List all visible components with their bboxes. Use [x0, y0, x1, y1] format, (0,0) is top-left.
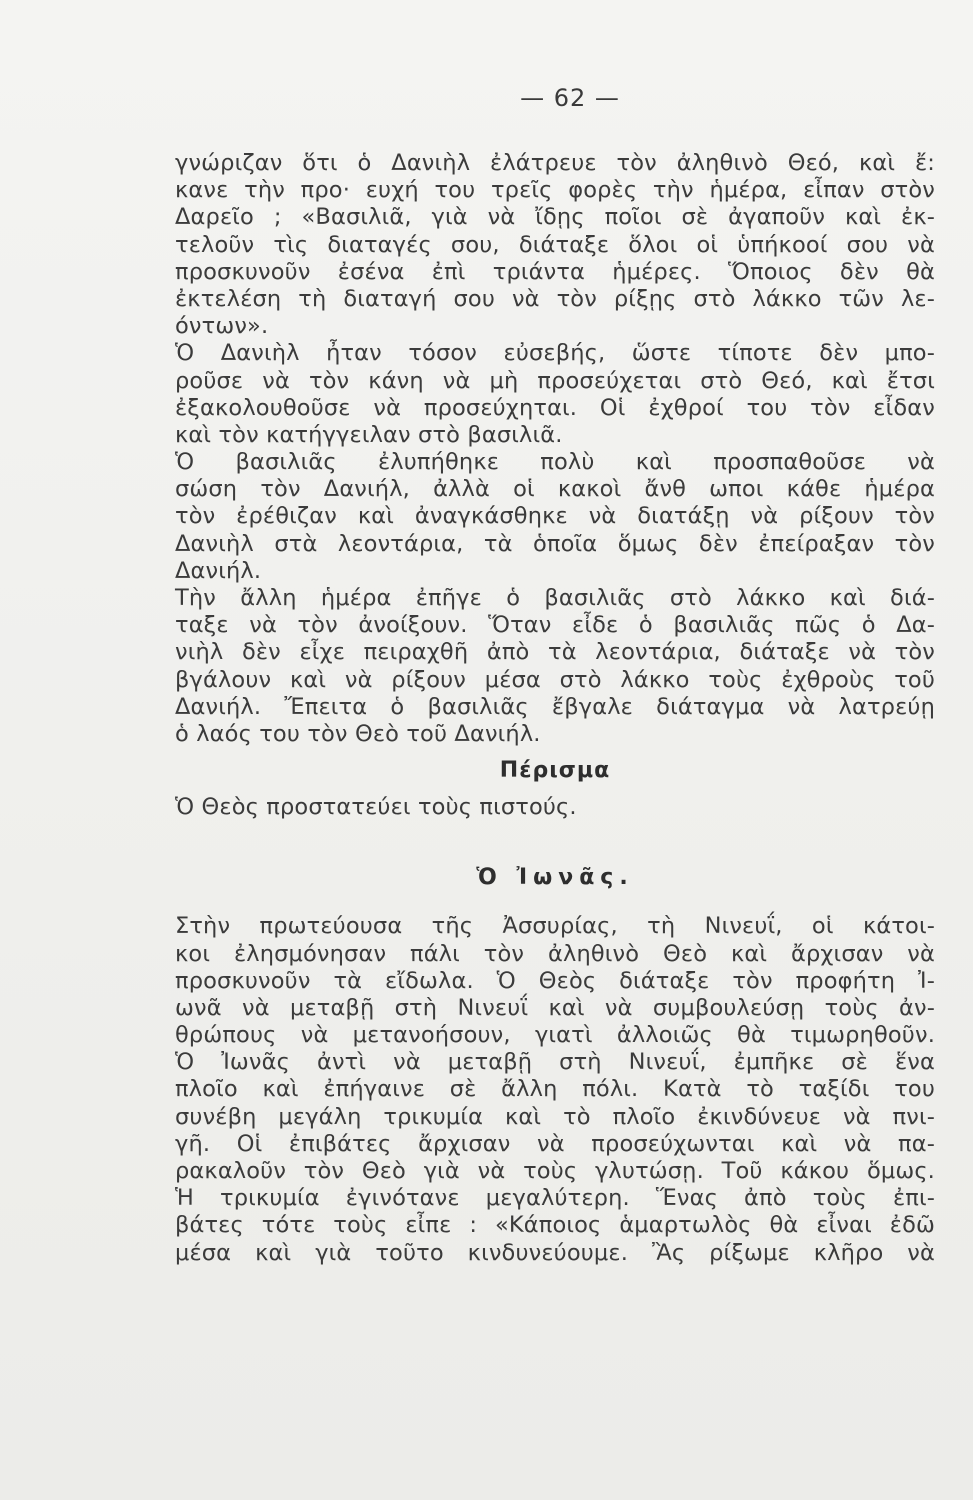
text-line: Δανιὴλ στὰ λεοντάρια, τὰ ὁποῖα ὅμως δὲν ἐπείραξαν τὸν	[175, 530, 935, 557]
section-title-jonah: Ὁ Ἰωνᾶς.	[476, 865, 634, 891]
text-line: κοι ἐλησμόνησαν πάλι τὸν ἀληθινὸ Θεὸ καὶ ἄρχισαν νὰ	[175, 940, 935, 967]
text-line: ἐξακολουθοῦσε νὰ προσεύχηται. Οἱ ἐχθροί του τὸν εἶδαν	[175, 394, 935, 421]
text-line: ροῦσε νὰ τὸν κάνη νὰ μὴ προσεύχεται στὸ Θεό, καὶ ἔτσι	[175, 367, 935, 394]
text-line: Δανιήλ. Ἔπειτα ὁ βασιλιᾶς ἔβγαλε διάταγμα νὰ λατρεύῃ	[175, 693, 935, 720]
text-line: ὁ λαός του τὸν Θεὸ τοῦ Δανιήλ.	[175, 720, 541, 747]
paragraph-jonah	[175, 913, 935, 1266]
text-line: κανε τὴν προ· ευχή του τρεῖς φορὲς τὴν ἡμέρα, εἶπαν στὸν	[175, 177, 935, 204]
text-line: Ἡ τρικυμία ἐγινότανε μεγαλύτερη. Ἕνας ἀπὸ τοὺς ἐπι-	[175, 1185, 935, 1212]
body-text	[175, 150, 935, 1267]
text-line: Δανιήλ.	[175, 557, 262, 584]
paragraph-daniel-lions	[175, 449, 935, 585]
text-line: πλοῖο καὶ ἐπήγαινε σὲ ἄλλη πόλι. Κατὰ τὸ ταξίδι του	[175, 1076, 935, 1103]
moral-text: Ὁ Θεὸς προστατεύει τοὺς πιστούς.	[175, 794, 577, 821]
text-line: ἐκτελέση τὴ διαταγή σου νὰ τὸν ρίξῃς στὸ λάκκο τῶν λε-	[175, 285, 935, 312]
paragraph-daniel-rescue	[175, 585, 935, 748]
text-line: τελοῦν τὶς διαταγές σου, διάταξε ὅλοι οἱ ὑπήκοοί σου νὰ	[175, 231, 935, 258]
text-line: ρακαλοῦν τὸν Θεὸ γιὰ νὰ τοὺς γλυτώσῃ. Τοῦ κάκου ὅμως.	[175, 1158, 935, 1184]
text-line: μέσα καὶ γιὰ τοῦτο κινδυνεύουμε. Ἂς ρίξωμε κλῆρο νὰ	[175, 1239, 935, 1266]
paragraph-daniel-piety	[175, 340, 935, 449]
text-line: Τὴν ἄλλη ἡμέρα ἐπῆγε ὁ βασιλιᾶς στὸ λάκκο καὶ διά-	[175, 585, 935, 611]
text-line: νιὴλ δὲν εἶχε πειραχθῆ ἀπὸ τὰ λεοντάρια, διάταξε νὰ τὸν	[175, 639, 935, 666]
text-line: ταξε νὰ τὸν ἀνοίξουν. Ὅταν εἶδε ὁ βασιλιᾶς πῶς ὁ Δα-	[175, 612, 935, 639]
text-line: προσκυνοῦν ἐσένα ἐπὶ τριάντα ἡμέρες. Ὅποιος δὲν θὰ	[175, 258, 935, 285]
text-line: Ὁ Δανιὴλ ἦταν τόσον εὐσεβής, ὥστε τίποτε δὲν μπο-	[175, 340, 935, 367]
text-line: βγάλουν καὶ νὰ ρίξουν μέσα στὸ λάκκο τοὺς ἐχθροὺς τοῦ	[175, 666, 935, 693]
paragraph-daniel-accusation	[175, 150, 935, 340]
text-line: προσκυνοῦν τὰ εἴδωλα. Ὁ Θεὸς διάταξε τὸν προφήτη Ἰ-	[175, 967, 935, 994]
text-line: θρώπους νὰ μετανοήσουν, γιατὶ ἀλλοιῶς θὰ τιμωρηθοῦν.	[175, 1022, 935, 1049]
text-line: βάτες τότε τοὺς εἶπε : «Κάποιος ἁμαρτωλὸς θὰ εἶναι ἐδῶ	[175, 1212, 935, 1239]
text-line: τὸν ἐρέθιζαν καὶ ἀναγκάσθηκε νὰ διατάξῃ νὰ ρίξουν τὸν	[175, 503, 935, 530]
moral-heading: Πέρισμα	[499, 758, 611, 784]
text-line: Ὁ Ἰωνᾶς ἀντὶ νὰ μεταβῇ στὴ Νινευΐ, ἐμπῆκε σὲ ἕνα	[175, 1049, 935, 1076]
page-number: — 62 —	[520, 84, 620, 112]
text-line: όντων».	[175, 313, 269, 340]
text-line: ωνᾶ νὰ μεταβῇ στὴ Νινευΐ καὶ νὰ συμβουλεύσῃ τοὺς ἀν-	[175, 994, 935, 1021]
text-line: σώση τὸν Δανιήλ, ἀλλὰ οἱ κακοὶ ἄνθ ωποι κάθε ἡμέρα	[175, 476, 935, 503]
text-line: γῆ. Οἱ ἐπιβάτες ἄρχισαν νὰ προσεύχωνται καὶ νὰ πα-	[175, 1130, 935, 1157]
text-line: καὶ τὸν κατήγγειλαν στὸ βασιλιᾶ.	[175, 421, 563, 448]
text-line: συνέβη μεγάλη τρικυμία καὶ τὸ πλοῖο ἐκινδύνευε νὰ πνι-	[175, 1103, 935, 1130]
text-line: Στὴν πρωτεύουσα τῆς Ἀσσυρίας, τὴ Νινευΐ, οἱ κάτοι-	[175, 913, 935, 940]
text-line: γνώριζαν ὅτι ὁ Δανιὴλ ἐλάτρευε τὸν ἀληθινὸ Θεό, καὶ ἔ:	[175, 150, 935, 176]
text-line: Ὁ βασιλιᾶς ἐλυπήθηκε πολὺ καὶ προσπαθοῦσε νὰ	[175, 449, 935, 476]
text-line: Δαρεῖο ; «Βασιλιᾶ, γιὰ νὰ ἴδῃς ποῖοι σὲ ἀγαποῦν καὶ ἐκ-	[175, 204, 935, 231]
